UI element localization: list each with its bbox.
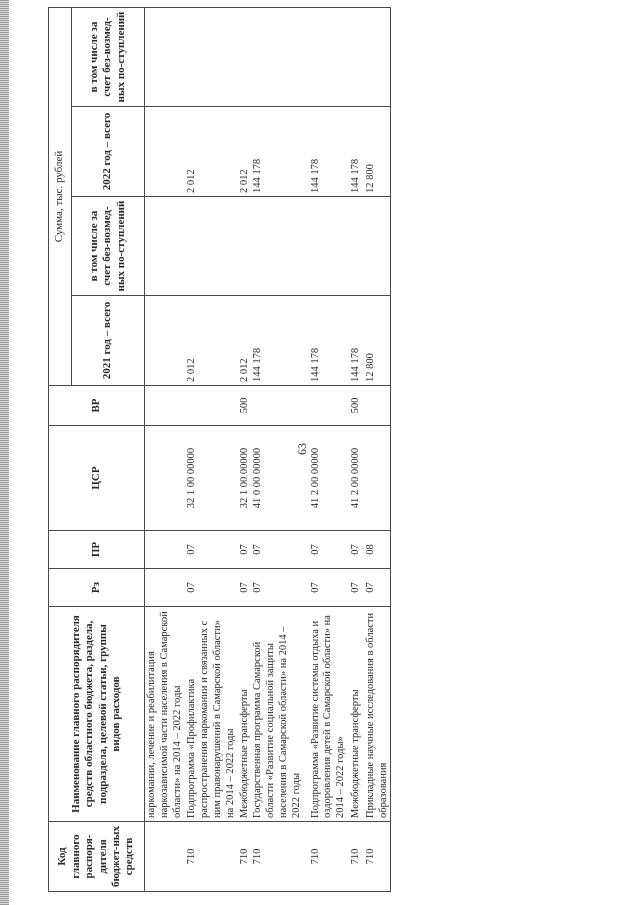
cell-rz: 07 (251, 569, 303, 607)
cell-rz: 07 (363, 569, 391, 607)
cell-csr (145, 426, 185, 531)
cell-2022-total (145, 107, 185, 197)
cell-vr (184, 386, 237, 426)
cell-2022-free (145, 7, 185, 106)
cell-csr: 41 0 00 00000 (251, 426, 303, 531)
cell-pr: 08 (363, 531, 391, 569)
cell-code: 710 (238, 822, 252, 892)
header-vr: ВР (49, 386, 145, 426)
cell-2022-total: 144 178 (251, 107, 303, 197)
cell-2021-total: 2 012 (184, 296, 237, 386)
cell-code: 710 (348, 822, 363, 892)
cell-2021-free (363, 197, 391, 296)
cell-2022-total: 2 012 (238, 107, 252, 197)
cell-2022-free (363, 7, 391, 106)
cell-2022-free (238, 7, 252, 106)
cell-2021-total: 2 012 (238, 296, 252, 386)
cell-2022-free (304, 7, 348, 106)
table-row (145, 7, 185, 891)
header-name: Наименование главного распорядителя средств областного бюджета, раздела, подраздела, целевой статьи, группы видов расходов (49, 607, 145, 822)
cell-2021-total: 144 178 (304, 296, 348, 386)
cell-2022-total: 144 178 (304, 107, 348, 197)
cell-2022-total: 12 800 (363, 107, 391, 197)
cell-2021-total (145, 296, 185, 386)
cell-name: Подпрограмма «Профилактика распространения наркомании и связанных с ним правонарушений в Самарской области» на 2014 – 2022 годы (184, 607, 237, 822)
cell-2022-free (184, 7, 237, 106)
header-2022-free: в том числе за счет без-возмед-ных по-ступлений (72, 7, 145, 106)
budget-table (48, 7, 391, 892)
table-row (251, 7, 303, 891)
header-sum-group: Сумма, тыс. рублей (49, 7, 72, 385)
header-rz: Рз (49, 569, 145, 607)
cell-2022-free (348, 7, 363, 106)
cell-rz: 07 (184, 569, 237, 607)
cell-2021-free (304, 197, 348, 296)
cell-2021-free (251, 197, 303, 296)
header-2021-total: 2021 год – всего (72, 296, 145, 386)
cell-2021-total: 12 800 (363, 296, 391, 386)
cell-vr (363, 386, 391, 426)
cell-rz: 07 (348, 569, 363, 607)
cell-2021-free (145, 197, 185, 296)
cell-csr: 32 1 00 00000 (184, 426, 237, 531)
header-pr: ПР (49, 531, 145, 569)
cell-vr (251, 386, 303, 426)
header-code: Код главного распоря-дителя бюджет-ных средств (49, 822, 145, 892)
header-2021-free: в том числе за счет без-возмед-ных по-ступлений (72, 197, 145, 296)
cell-vr (145, 386, 185, 426)
cell-2021-free (348, 197, 363, 296)
cell-name: Межбюджетные трансферты (238, 607, 252, 822)
cell-rz: 07 (238, 569, 252, 607)
cell-pr: 07 (184, 531, 237, 569)
cell-code: 710 (184, 822, 237, 892)
cell-csr: 41 2 00 00000 (348, 426, 363, 531)
cell-name: Подпрограмма «Развитие системы отдыха и оздоровления детей в Самарской области» на 2014 – 2022 годы» (304, 607, 348, 822)
table-row (348, 7, 363, 891)
cell-pr: 07 (348, 531, 363, 569)
cell-csr: 32 1 00 00000 (238, 426, 252, 531)
cell-code (145, 822, 185, 892)
cell-code: 710 (363, 822, 391, 892)
table-row (184, 7, 237, 891)
header-csr: ЦСР (49, 426, 145, 531)
cell-2022-total: 144 178 (348, 107, 363, 197)
cell-pr: 07 (251, 531, 303, 569)
cell-csr: 41 2 00 00000 (304, 426, 348, 531)
cell-name: Прикладные научные исследования в области образования (363, 607, 391, 822)
cell-2021-total: 144 178 (348, 296, 363, 386)
cell-vr (304, 386, 348, 426)
cell-name: Межбюджетные трансферты (348, 607, 363, 822)
cell-vr: 500 (348, 386, 363, 426)
cell-name: наркомании, лечение и реабилитация наркозависимой части населения в Самарской области» на 2014 – 2022 годы (145, 607, 185, 822)
header-2022-total: 2022 год – всего (72, 107, 145, 197)
table-row (363, 7, 391, 891)
rotated-page (48, 12, 630, 892)
scan-edge (0, 0, 9, 905)
cell-2021-free (238, 197, 252, 296)
cell-pr: 07 (238, 531, 252, 569)
cell-pr: 07 (304, 531, 348, 569)
cell-2021-total: 144 178 (251, 296, 303, 386)
cell-pr (145, 531, 185, 569)
table-row (238, 7, 252, 891)
cell-code: 710 (251, 822, 303, 892)
cell-2022-free (251, 7, 303, 106)
cell-csr (363, 426, 391, 531)
page-number: 63 (295, 443, 309, 455)
cell-vr: 500 (238, 386, 252, 426)
cell-2022-total: 2 012 (184, 107, 237, 197)
table-row (304, 7, 348, 891)
cell-rz: 07 (304, 569, 348, 607)
cell-2021-free (184, 197, 237, 296)
cell-name: Государственная программа Самарской области «Развитие социальной защиты населения в Самарской области» на 2014 – 2022 годы (251, 607, 303, 822)
cell-code: 710 (304, 822, 348, 892)
cell-rz (145, 569, 185, 607)
